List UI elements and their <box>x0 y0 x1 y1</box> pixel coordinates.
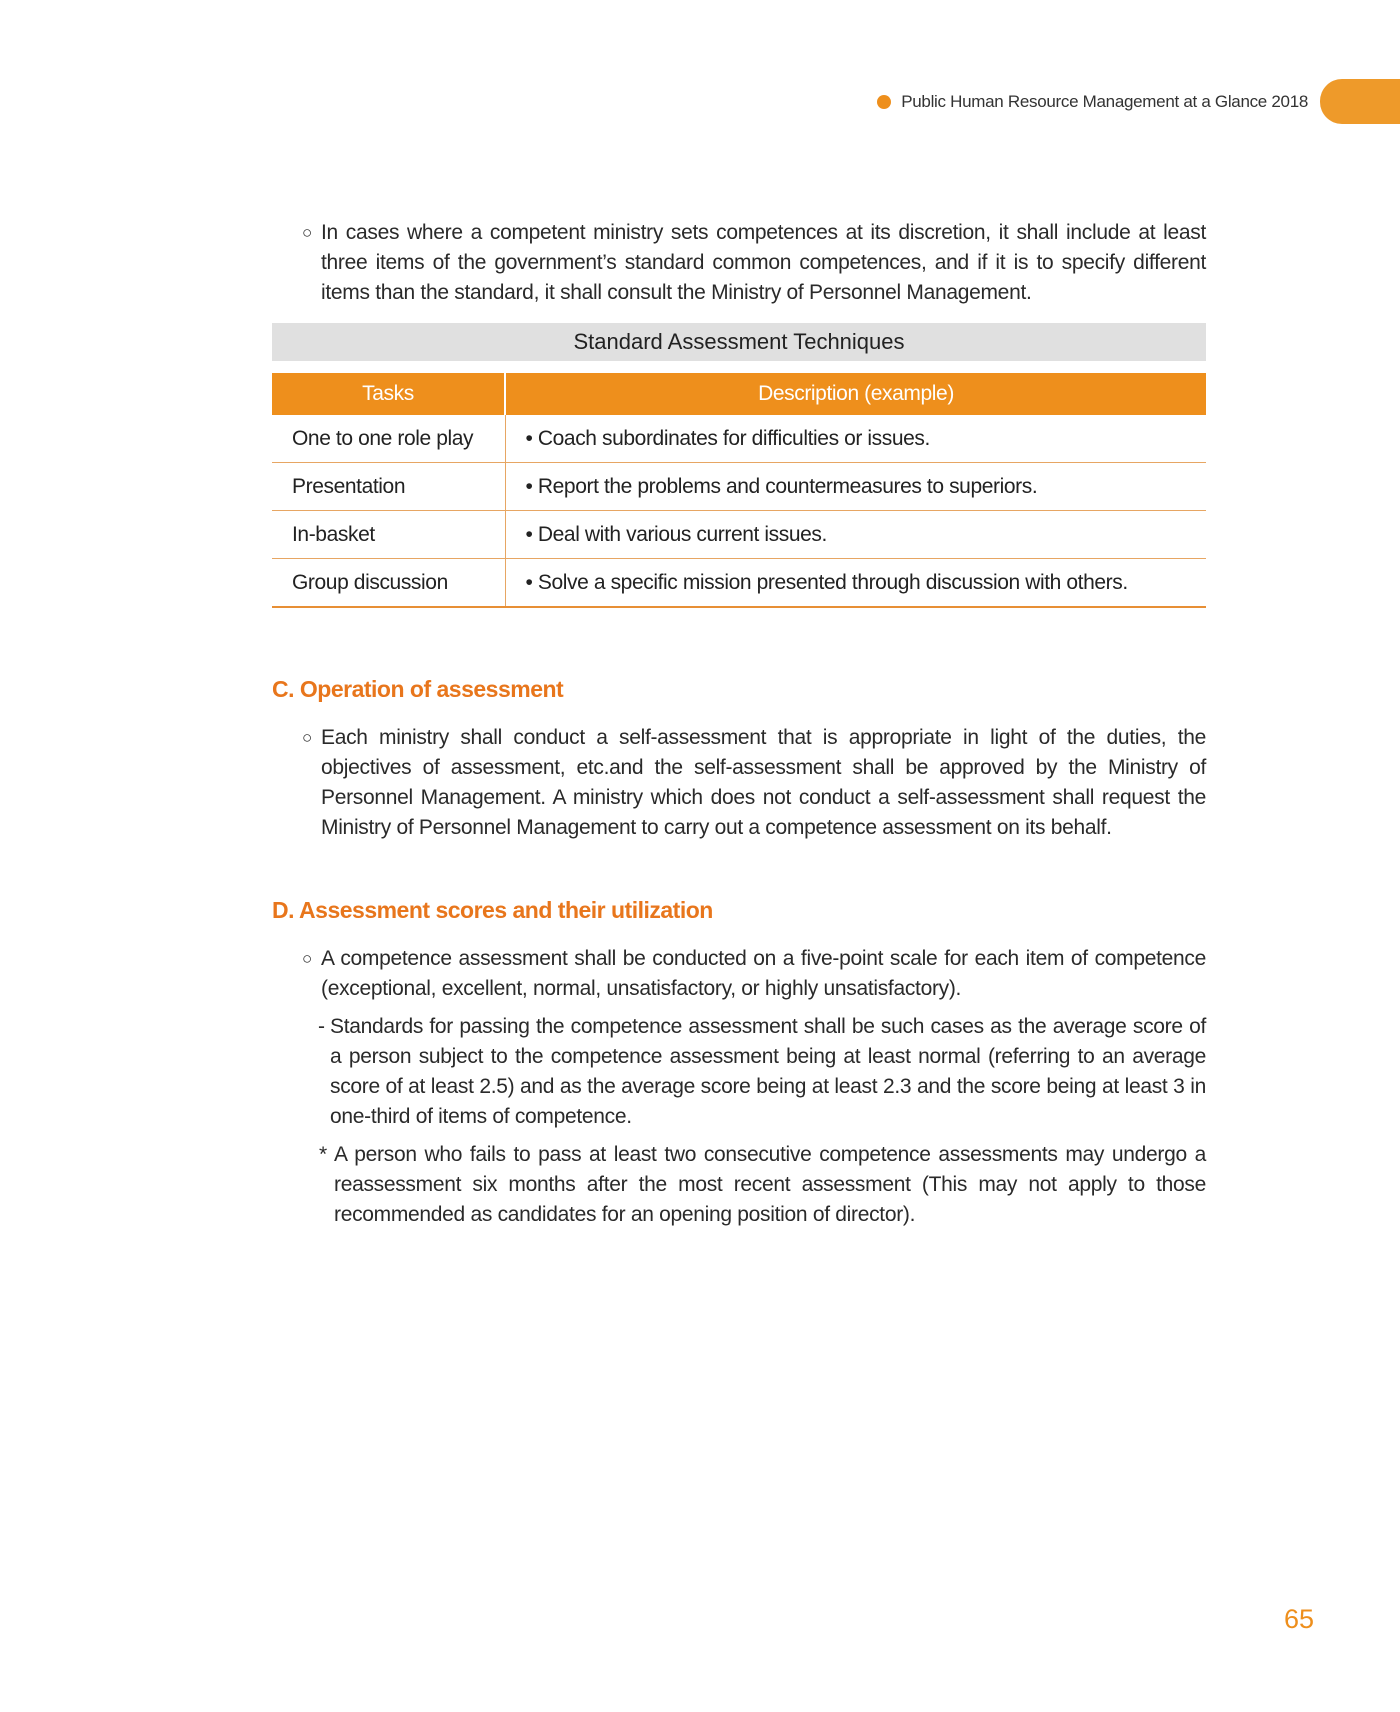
table-row <box>272 511 1206 559</box>
section-d-sub-item <box>272 1012 1206 1132</box>
asterisk-bullet: * <box>319 1143 327 1166</box>
table-title: Standard Assessment Techniques <box>272 323 1206 361</box>
section-d-text: A competence assessment shall be conducted on a five-point scale for each item of competence (exceptional, excellent, normal, unsatisfactory, or highly unsatisfactory). <box>321 947 1206 1000</box>
section-d-sub-text: Standards for passing the competence assessment shall be such cases as the average score of a person subject to the competence assessment being at least normal (referring to an average score of at least 2.5) and as the average score being at least 2.3 and the score being at least 3 in one-third of items of competence. <box>330 1015 1206 1128</box>
section-c-text: Each ministry shall conduct a self-assessment that is appropriate in light of the duties, the objectives of assessment, etc.and the self-assessment shall be approved by the Ministry of Personnel Management. A ministry which does not conduct a self-assessment shall request the Ministry of Personnel Management to carry out a competence assessment on its behalf. <box>321 726 1206 839</box>
task-cell: One to one role play <box>272 415 505 463</box>
section-d-note-text: A person who fails to pass at least two consecutive competence assessments may undergo a reassessment six months after the most recent assessment (This may not apply to those recommended as candidates for an opening position of director). <box>334 1143 1206 1226</box>
section-c-heading: C. Operation of assessment <box>272 676 564 702</box>
page-content <box>272 218 1206 1230</box>
intro-text: In cases where a competent ministry sets competences at its discretion, it shall include at least three items of the government’s standard common competences, and if it is to specify different items than the standard, it shall consult the Ministry of Personnel Management. <box>321 221 1206 304</box>
table-row <box>272 559 1206 608</box>
description-cell: • Coach subordinates for difficulties or issues. <box>505 415 1206 463</box>
section-d-note <box>272 1140 1206 1230</box>
task-cell: Group discussion <box>272 559 505 608</box>
running-header <box>877 92 1308 112</box>
table-row <box>272 415 1206 463</box>
description-cell: • Solve a specific mission presented through discussion with others. <box>505 559 1206 608</box>
section-d-heading: D. Assessment scores and their utilization <box>272 897 713 923</box>
circle-bullet-icon: ○ <box>302 223 312 242</box>
task-cell: In-basket <box>272 511 505 559</box>
task-cell: Presentation <box>272 463 505 511</box>
description-cell: • Report the problems and countermeasures to superiors. <box>505 463 1206 511</box>
column-header-tasks: Tasks <box>272 373 505 415</box>
assessment-techniques-table <box>272 373 1206 608</box>
table-header-row <box>272 373 1206 415</box>
section-d-paragraph <box>272 944 1206 1004</box>
description-cell: • Deal with various current issues. <box>505 511 1206 559</box>
circle-bullet-icon: ○ <box>302 728 312 747</box>
table-row <box>272 463 1206 511</box>
dash-bullet: - <box>318 1015 325 1038</box>
column-header-description: Description (example) <box>505 373 1206 415</box>
orange-dot-icon <box>877 95 891 109</box>
page-number: 65 <box>1283 1604 1314 1634</box>
circle-bullet-icon: ○ <box>302 949 312 968</box>
intro-paragraph <box>272 218 1206 308</box>
section-c-paragraph <box>272 723 1206 843</box>
header-tab-decoration <box>1320 79 1400 124</box>
running-title: Public Human Resource Management at a Glance 2018 <box>901 92 1308 111</box>
